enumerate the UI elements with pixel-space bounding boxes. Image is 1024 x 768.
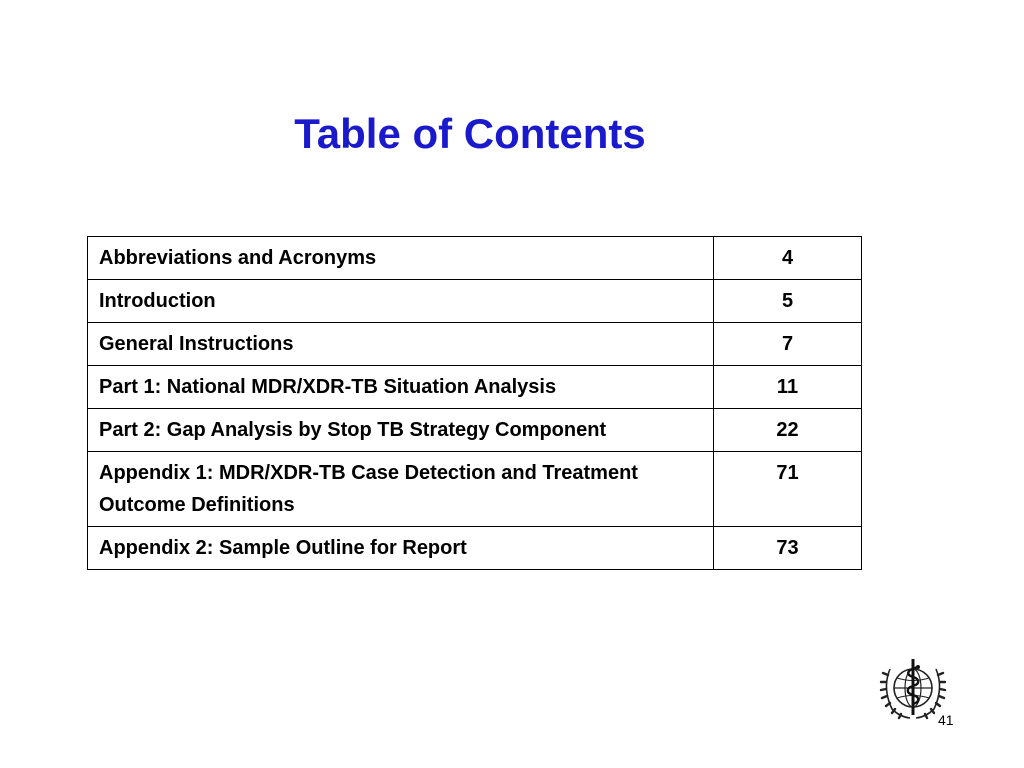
toc-page: 71 <box>714 452 862 527</box>
toc-table <box>87 236 862 570</box>
toc-page: 5 <box>714 280 862 323</box>
toc-section: Abbreviations and Acronyms <box>88 237 714 280</box>
toc-page: 73 <box>714 527 862 570</box>
table-row <box>88 323 862 366</box>
table-row <box>88 527 862 570</box>
table-row <box>88 237 862 280</box>
toc-section: Introduction <box>88 280 714 323</box>
table-row <box>88 280 862 323</box>
toc-page: 7 <box>714 323 862 366</box>
toc-section: Appendix 1: MDR/XDR-TB Case Detection and Treatment Outcome Definitions <box>88 452 714 527</box>
toc-section: Part 2: Gap Analysis by Stop TB Strategy Component <box>88 409 714 452</box>
table-row <box>88 452 862 527</box>
toc-page: 11 <box>714 366 862 409</box>
toc-page: 4 <box>714 237 862 280</box>
toc-section: Part 1: National MDR/XDR-TB Situation Analysis <box>88 366 714 409</box>
table-row <box>88 409 862 452</box>
page-number: 41 <box>938 712 954 728</box>
toc-section: Appendix 2: Sample Outline for Report <box>88 527 714 570</box>
table-row <box>88 366 862 409</box>
toc-page: 22 <box>714 409 862 452</box>
toc-section: General Instructions <box>88 323 714 366</box>
page-title: Table of Contents <box>294 110 646 157</box>
